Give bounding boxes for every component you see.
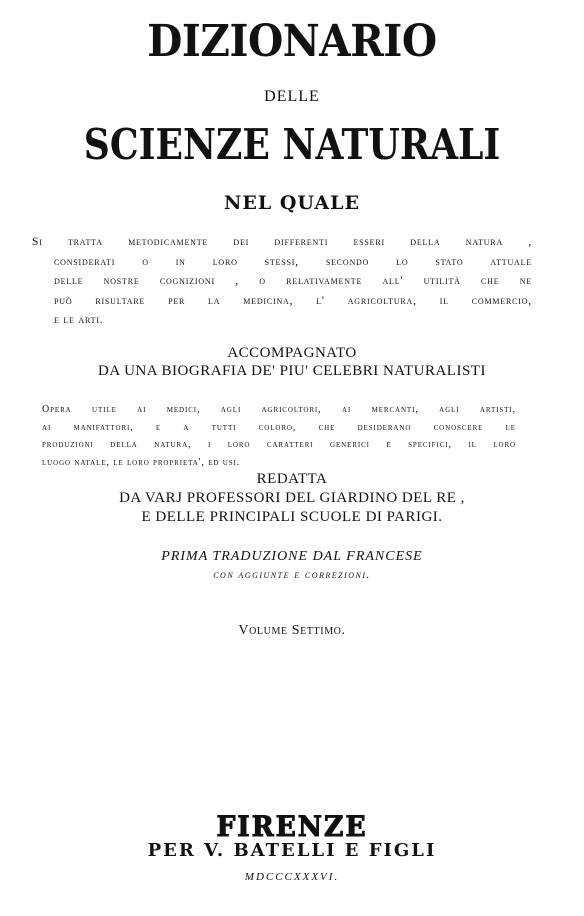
description-line: può risultare per la medicina, l' agricoltura, il commercio,	[54, 294, 532, 307]
accompagnato-line: ACCOMPAGNATO	[227, 345, 357, 361]
opera-paragraph	[42, 401, 516, 471]
title-connector: DELLE	[264, 88, 320, 105]
translation-note: PRIMA TRADUZIONE DAL FRANCESE	[161, 549, 423, 564]
book-subtitle: SCIENZE NATURALI	[83, 120, 501, 169]
redatta-heading: REDATTA	[256, 471, 328, 487]
biografia-line: DA UNA BIOGRAFIA DE' PIU' CELEBRI NATURALISTI	[98, 363, 486, 379]
opera-line: luogo natale, le loro proprieta', ed usi.	[42, 456, 241, 468]
description-line: considerati o in loro stessi, secondo lo stato attuale	[54, 255, 532, 268]
publisher-name: PER V. BATELLI E FIGLI	[147, 840, 437, 861]
description-line: e le arti.	[54, 314, 104, 326]
opera-line: Opera utile ai medici, agli agricoltori, ai mercanti, agli artisti,	[42, 404, 516, 415]
description-line: delle nostre cognizioni , o relativamente all' utilità che ne	[54, 275, 532, 287]
opera-line: ai manifattori, e a tutti coloro, che desiderano conoscere le	[42, 421, 516, 433]
description-line: Si tratta metodicamente dei differenti esseri della natura ,	[32, 236, 532, 248]
book-title: DIZIONARIO	[147, 16, 437, 67]
description-paragraph	[32, 233, 532, 331]
publication-city: FIRENZE	[216, 810, 368, 843]
opera-line: produzioni della natura, i loro caratteri generici e specifici, il loro	[42, 439, 516, 450]
volume-label: Volume Settimo.	[238, 623, 346, 638]
redatta-line: E DELLE PRINCIPALI SCUOLE DI PARIGI.	[141, 509, 443, 525]
publication-year: MDCCCXXXVI.	[244, 871, 340, 883]
nel-quale-heading: NEL QUALE	[224, 192, 360, 214]
additions-note: con aggiunte e correzioni.	[213, 569, 371, 581]
redatta-line: DA VARJ PROFESSORI DEL GIARDINO DEL RE ,	[119, 490, 465, 506]
